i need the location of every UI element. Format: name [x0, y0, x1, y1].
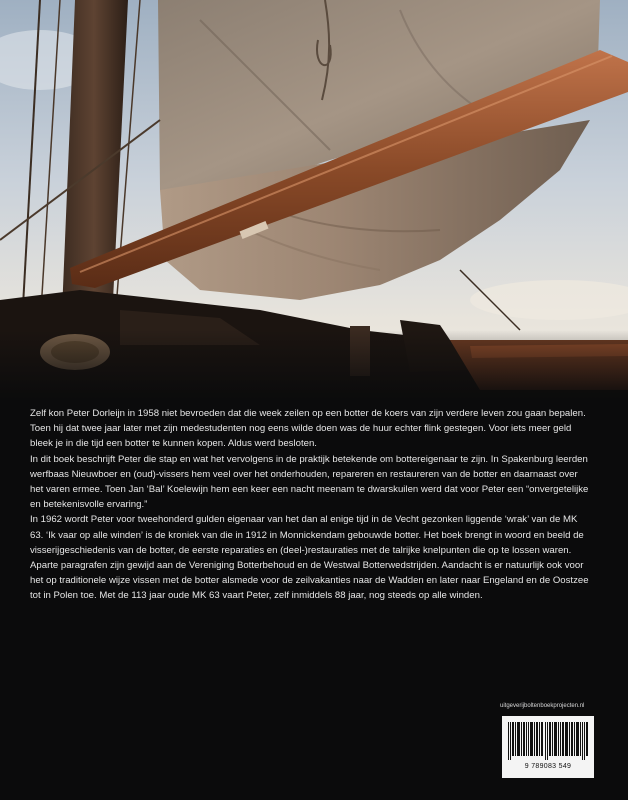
isbn-number: 9 789083 549	[524, 763, 572, 770]
back-cover-blurb	[30, 406, 590, 604]
blurb-paragraph-3: In 1962 wordt Peter voor tweehonderd gulden eigenaar van het dan al enige tijd in de Vecht gezonken liggende ‘wrak’ van de MK 63. ‘Ik vaar op alle winden’ is de kroniek van die in 1912 in Monnickendam gebouwde botter. Het boek brengt in woord en beeld de visserijgeschiedenis van de botter, de eerste reparaties en (deel-)restauraties met de talrijke knelpunten die op te lossen waren. Aparte paragrafen zijn gewijd aan de Vereniging Botterbehoud en de Westwal Botterwedstrijden. Aandacht is er natuurlijk ook voor het op traditionele wijze vissen met de botter alsmede voor de zeilvakanties naar de Wadden en later naar Engeland en de Oostzee tot in Polen toe. Met de 113 jaar oude MK 63 vaart Peter, zelf inmiddels 88 jaar, nog steeds op alle winden.	[30, 514, 589, 602]
publisher-url: uitgeverijboltenboekprojecten.nl	[500, 703, 585, 709]
blurb-paragraph-2: In dit boek beschrijft Peter die stap en wat het vervolgens in de praktijk betekende om bottereigenaar te zijn. In Spakenburg leerden werfbaas Nieuwboer en (oud)-vissers hem veel over het onderhouden, repareren en restaureren van de botter en daarnaast over het varen ermee. Toen Jan ‘Bal’ Koelewijn hem een keer een nacht meenam te dwarskuilen werd dat voor Peter een “onvergetelijke en betekenisvolle ervaring.”	[30, 453, 589, 511]
blurb-paragraph-1: Zelf kon Peter Dorleijn in 1958 niet bevroeden dat die week zeilen op een botter de koers van zijn verdere leven zou gaan bepalen. Toen hij dat twee jaar later met zijn medestudenten nog eens wilde doen was de huur echter flink gestegen. Voor iets meer geld bleek je in die tijd een botter te kunnen kopen. Aldus werd besloten.	[30, 408, 586, 450]
isbn-barcode	[502, 716, 594, 778]
barcode-bars-icon	[508, 722, 588, 760]
